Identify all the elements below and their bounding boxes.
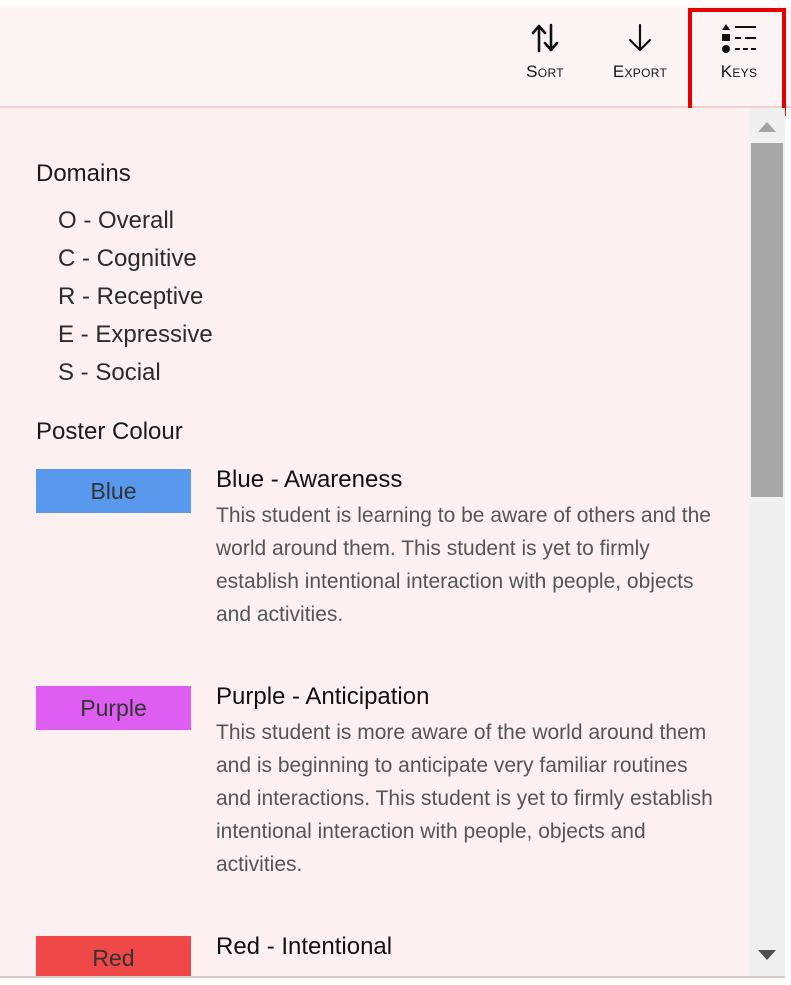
red-swatch: Red [36, 936, 191, 978]
domains-heading: Domains [36, 160, 131, 187]
export-button[interactable] [603, 22, 677, 94]
domain-item-receptive: R - Receptive [58, 283, 204, 310]
sort-button[interactable] [515, 22, 575, 94]
keys-panel [0, 108, 749, 978]
scroll-thumb[interactable] [751, 143, 783, 497]
purple-title: Purple - Anticipation [216, 683, 430, 710]
blue-description: This student is learning to be aware of others and the world around them. This student is yet to firmly establish intentional interaction with people, objects and activities. [216, 504, 711, 626]
scrollbar[interactable] [749, 108, 785, 978]
arrow-down-icon [625, 22, 655, 54]
keys-label: Keys [720, 62, 758, 81]
toolbar-top-edge [0, 0, 791, 6]
domain-item-overall: O - Overall [58, 207, 175, 234]
export-label: Export [612, 62, 668, 81]
sort-label: Sort [526, 62, 564, 81]
poster-colour-heading: Poster Colour [36, 418, 183, 445]
scroll-down-arrow-icon[interactable] [758, 950, 776, 960]
purple-swatch: Purple [36, 686, 191, 730]
blue-swatch: Blue [36, 469, 191, 513]
scroll-up-arrow-icon[interactable] [758, 122, 776, 132]
sort-icon [530, 22, 560, 54]
domain-item-cognitive: C - Cognitive [58, 245, 197, 272]
keys-highlight-box [688, 8, 786, 116]
toolbar [0, 0, 791, 108]
purple-description: This student is more aware of the world around them and is beginning to anticipate very familiar routines and interactions. This student is yet to firmly establish intentional interaction with people, objects and activities. [216, 721, 713, 876]
domain-item-expressive: E - Expressive [58, 321, 213, 348]
red-title: Red - Intentional [216, 933, 393, 960]
domain-item-social: S - Social [58, 359, 161, 386]
blue-title: Blue - Awareness [216, 466, 403, 493]
bottom-divider [0, 976, 785, 978]
